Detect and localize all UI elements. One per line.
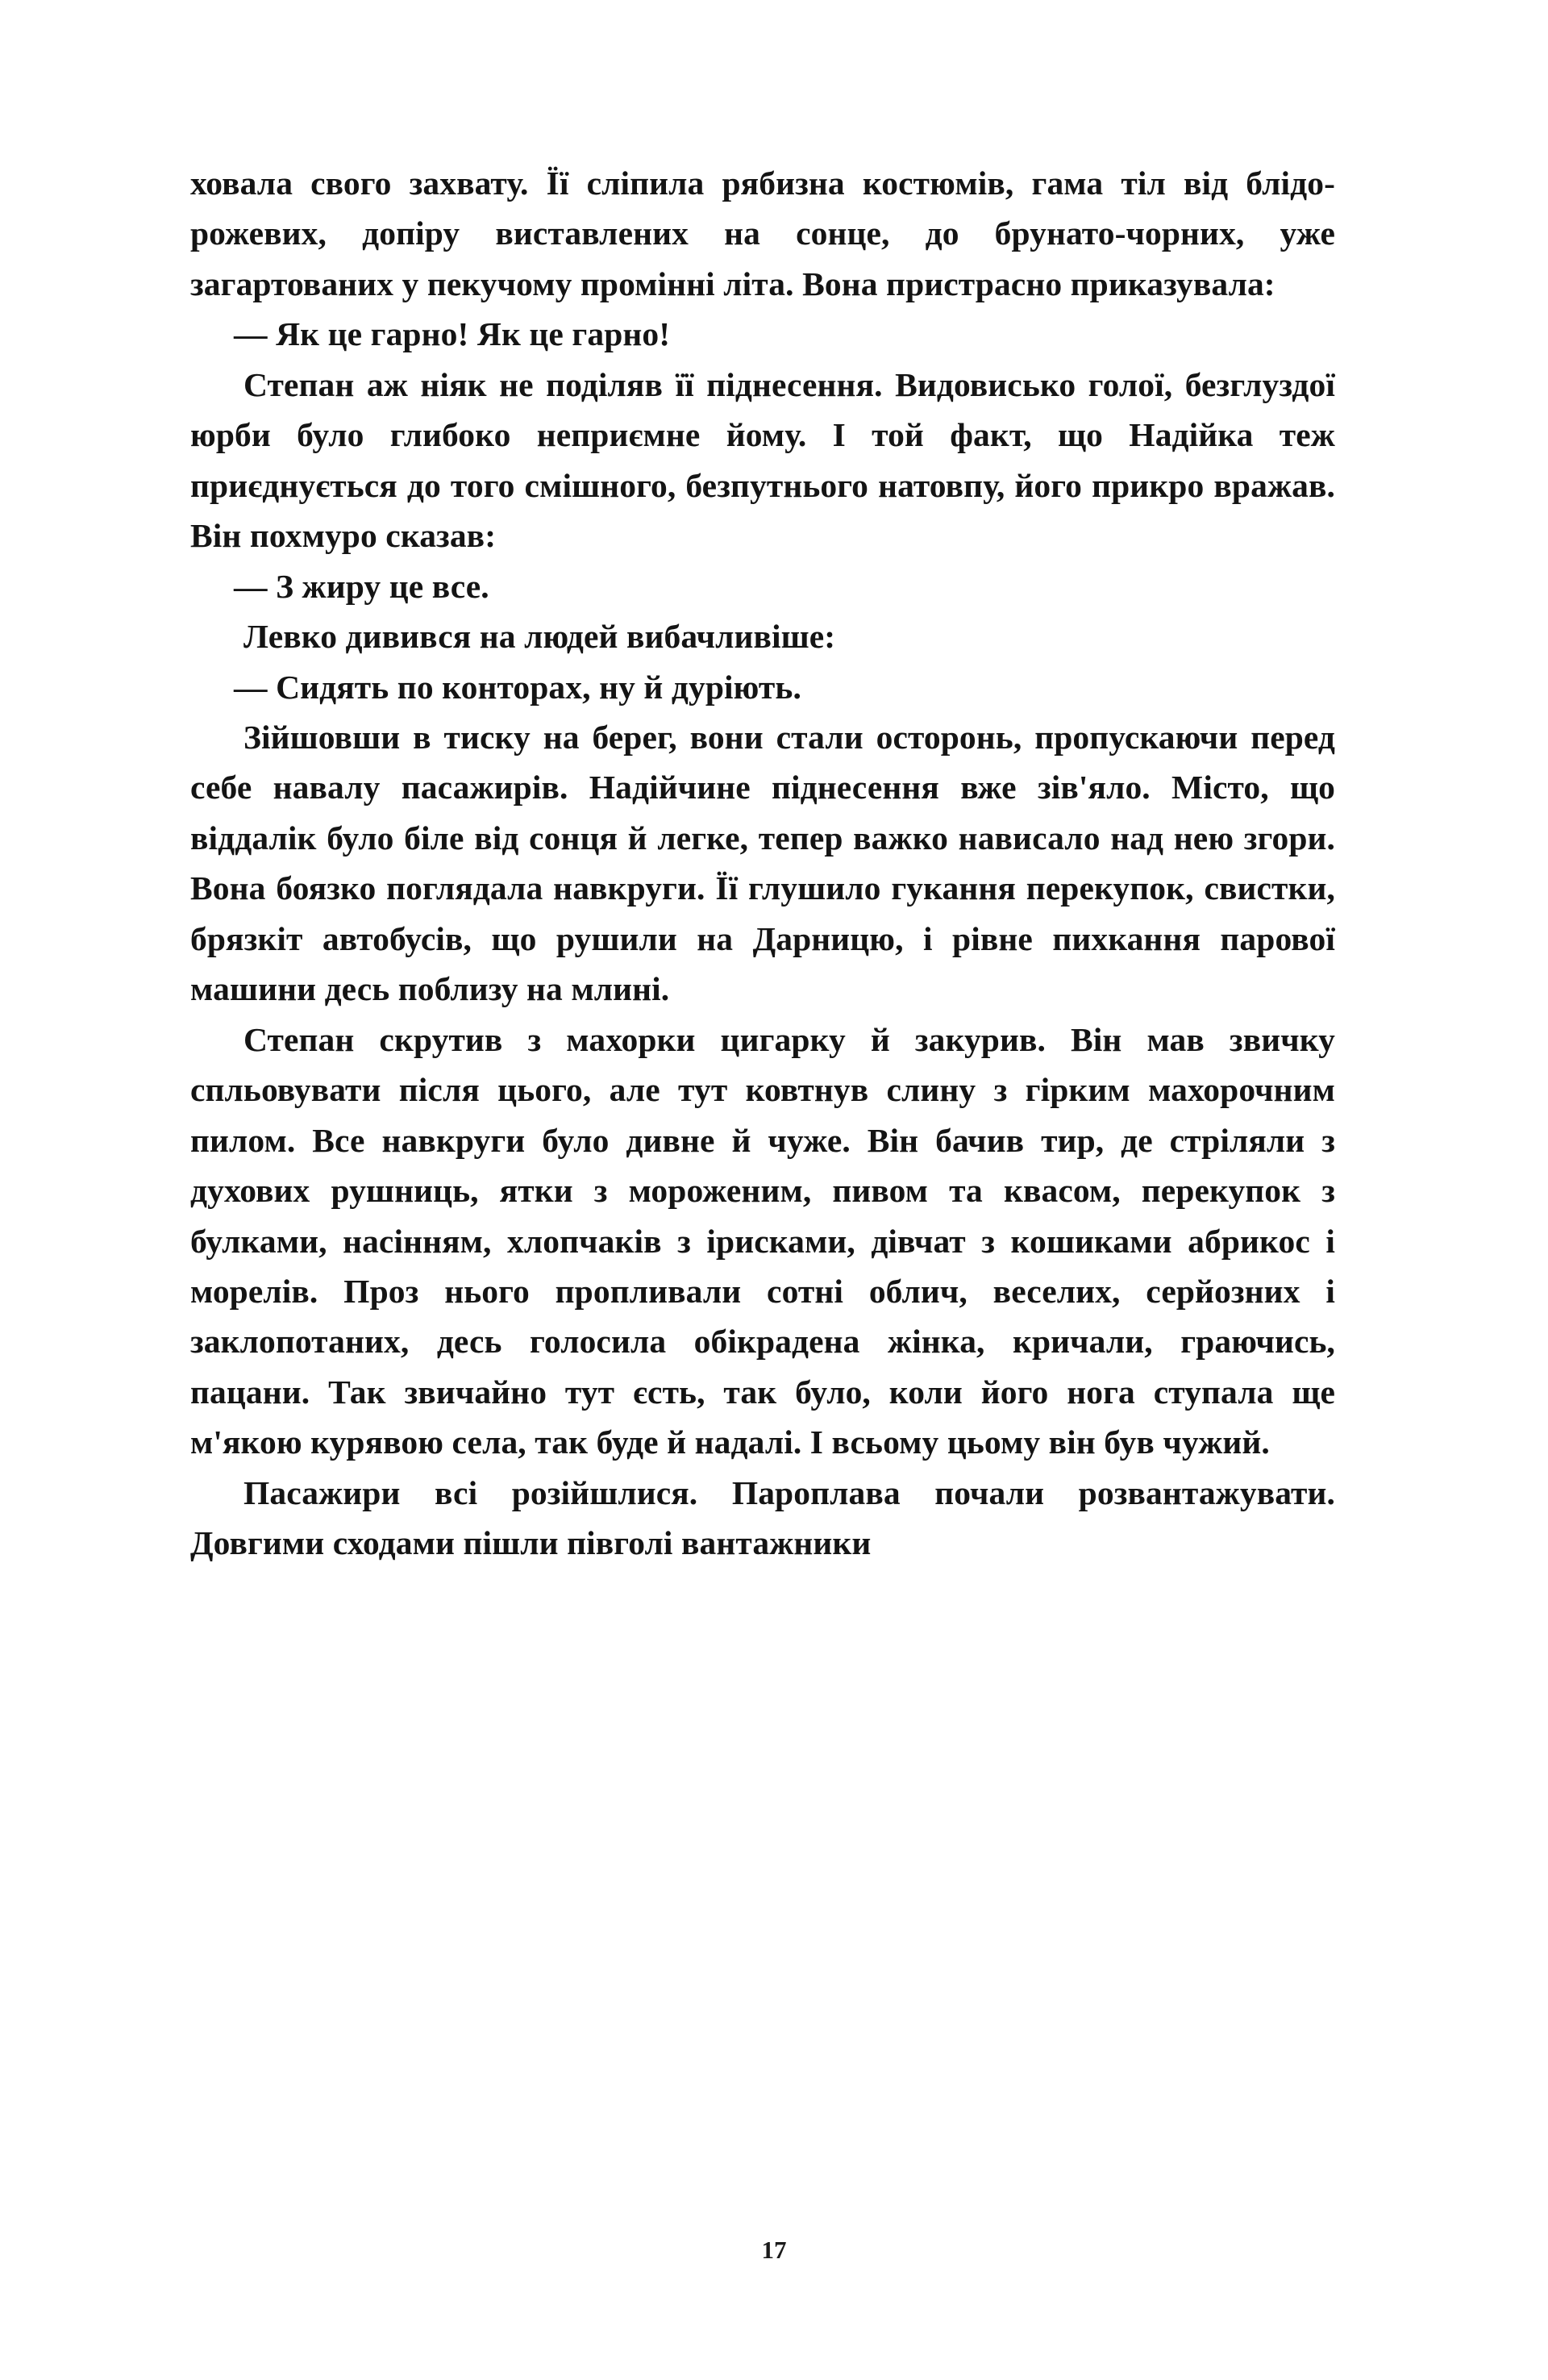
paragraph: Степан аж ніяк не поділяв її піднесення. Видовисько голої, безглуздої юрби було глибоко неприємне йому. І той факт, що Надійка теж приєднується до того смішного, безпутнього натовпу, його прикро вражав. Він похмуро сказав: [190,365,1335,555]
paragraph: Пасажири всі розійшлися. Пароплава почали розвантажувати. Довгими сходами пішли півголі вантажники [190,1473,1335,1562]
paragraph: Степан скрутив з махорки цигарку й закурив. Він мав звичку спльовувати після цього, але тут ковтнув слину з гірким махорочним пилом. Все навкруги було дивне й чуже. Він бачив тир, де стріляли з духових рушниць, ятки з мороженим, пивом та квасом, перекупок з булками, насінням, хлопчаків з ірисками, дівчат з кошиками абрикос і морелів. Проз нього пропливали сотні облич, веселих, серйозних і заклопотаних, десь голосила обікрадена жінка, кричали, граючись, пацани. Так звичайно тут єсть, так було, коли його нога ступала ще м'якою курявою села, так буде й надалі. І всьому цьому він був чужий. [190,1020,1335,1461]
paragraph: Левко дивився на людей вибачливіше: [243,618,836,656]
paragraph-dialogue: — Сидять по конторах, ну й дуріють. [234,668,801,706]
paragraph-dialogue: — З жиру це все. [234,567,489,605]
page-number: 17 [761,2236,787,2264]
page-text-body [190,158,1335,1569]
paragraph: ховала свого захвату. Її сліпила рябизна костюмів, гама тіл від блідо-рожевих, допіру виставлених на сонце, до брунато-чорних, уже загартованих у пекучому промінні літа. Вона пристрасно приказувала: [190,165,1335,302]
paragraph-dialogue: — Як це гарно! Як це гарно! [234,315,671,353]
paragraph: Зійшовши в тиску на берег, вони стали осторонь, пропускаючи перед себе навалу пасажирів. Надійчине піднесення вже зів'яло. Місто, що віддалік було біле від сонця й легке, тепер важко нависало над нею згори. Вона боязко поглядала навкруги. Її глушило гукання перекупок, свистки, брязкіт автобусів, що рушили на Дарницю, і рівне пихкання парової машини десь поблизу на млині. [190,718,1335,1008]
